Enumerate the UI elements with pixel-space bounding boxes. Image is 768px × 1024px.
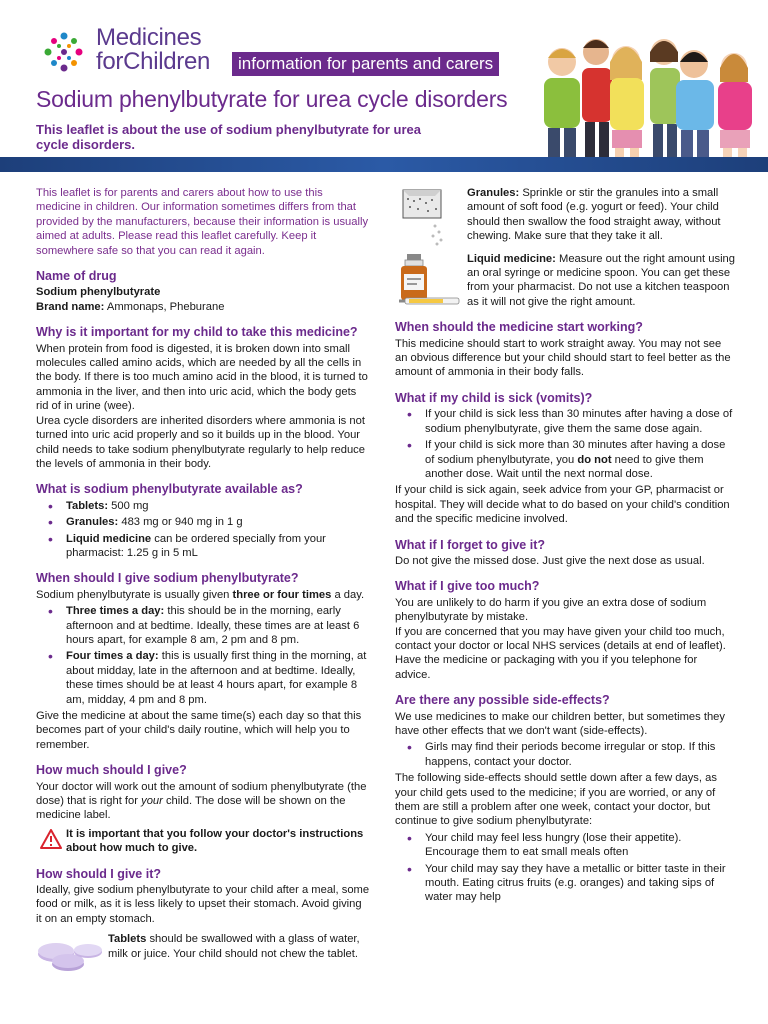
logo-line2: forChildren bbox=[96, 48, 211, 75]
side-effects-heading: Are there any possible side-effects? bbox=[395, 693, 610, 708]
why-paragraph-1: When protein from food is digested, it is broken down into small molecules called amino acids, which are needed by all the cells in the body. If there is too much amino acid in the blood, it is turned to ammonia in the liver, and then into uric acid, which the body gets rid of in urine (wee). bbox=[36, 342, 368, 413]
tablets-instructions: Tablets should be swallowed with a glass of water, milk or juice. Your child should not chew the tablet. bbox=[36, 932, 370, 976]
leaflet-header bbox=[0, 0, 768, 172]
list-item: • Four times a day: this is usually first thing in the morning, at about midday, late in the afternoon and at bedtime. Ideally, these times should be at least 4 hours apart, for example 8 am, midday, 4 pm and 8 pm. bbox=[36, 649, 370, 707]
routine-paragraph: Give the medicine at about the same time(s) each day so that this becomes part of your child's daily routine, which will help you to remember. bbox=[36, 710, 362, 751]
available-forms-list bbox=[36, 499, 370, 561]
sick-paragraph: If your child is sick again, seek advice from your GP, pharmacist or hospital. They will decide what to do based on your child's condition and the specific medicine involved. bbox=[395, 484, 730, 526]
medicines-for-children-logo bbox=[38, 26, 238, 76]
side-effects-list-2 bbox=[395, 831, 735, 905]
side-effects-paragraph-2: The following side-effects should settle down after a few days, as your child gets used to the medicine; if you are worried, or any of them are still a problem after one week, contact your doctor, but continue to give sodium phenylbutyrate: bbox=[395, 772, 717, 828]
too-much-paragraph-1: You are unlikely to do harm if you give an extra dose of sodium phenylbutyrate by mistake. bbox=[395, 596, 707, 624]
intro-paragraph: This leaflet is for parents and carers about how to use this medicine in children. Our information sometimes differs from that provided by the manufacturers, because their information is usually aimed at adults. Please read this leaflet carefully. Keep it somewhere safe so that you can read it again. bbox=[36, 187, 369, 257]
how-give-heading: How should I give it? bbox=[36, 866, 161, 881]
logo-burst-icon bbox=[38, 28, 90, 76]
list-item: • Girls may find their periods become irregular or stop. If this happens, contact your doctor. bbox=[395, 740, 735, 769]
when-give-heading: When should I give sodium phenylbutyrate? bbox=[36, 571, 299, 586]
liquid-instructions: Liquid medicine: Measure out the right amount using an oral syringe or medicine spoon. You can get these from your pharmacist. Do not use a kitchen teaspoon as it will not give the right amount. bbox=[395, 252, 735, 310]
list-item: • Tablets: 500 mg bbox=[36, 499, 370, 513]
available-as-heading: What is sodium phenylbutyrate available as? bbox=[36, 482, 303, 497]
granules-instructions: Granules: Sprinkle or stir the granules into a small amount of soft food (e.g. yogurt or feed). Your child should then swallow the food straight away, without chewing. Make sure that they take it all. bbox=[395, 186, 735, 244]
page-title: Sodium phenylbutyrate for urea cycle disorders bbox=[36, 86, 508, 112]
sick-list bbox=[395, 407, 735, 481]
list-item: • Your child may feel less hungry (lose their appetite). Encourage them to eat small meals often bbox=[395, 831, 735, 860]
list-item: • Liquid medicine can be ordered specially from your pharmacist: 1.25 g in 5 mL bbox=[36, 532, 370, 561]
sick-heading: What if my child is sick (vomits)? bbox=[395, 390, 593, 405]
why-important-heading: Why is it important for my child to take this medicine? bbox=[36, 325, 358, 340]
logo-line1: Medicines bbox=[96, 24, 202, 51]
list-item: • Granules: 483 mg or 940 mg in 1 g bbox=[36, 515, 370, 529]
too-much-heading: What if I give too much? bbox=[395, 579, 540, 594]
children-group-photo bbox=[530, 32, 768, 172]
list-item: • Your child may say they have a metallic or bitter taste in their mouth. Eating citrus fruits (e.g. oranges) and taking sips of water may help bbox=[395, 862, 735, 905]
brand-name: Brand name: Ammonaps, Pheburane bbox=[36, 300, 225, 313]
name-of-drug-heading: Name of drug bbox=[36, 269, 117, 284]
dose-warning bbox=[36, 827, 370, 856]
list-item: • Three times a day: this should be in the morning, early afternoon and at bedtime. Ideally, these times are at least 6 hours apart, for example 8 am, 2 pm and 8 pm. bbox=[36, 604, 370, 647]
list-item: • If your child is sick more than 30 minutes after having a dose of sodium phenylbutyrate, you do not need to give them another dose. Wait until the next normal dose. bbox=[395, 438, 735, 481]
page-subtitle: This leaflet is about the use of sodium phenylbutyrate for urea cycle disorders. bbox=[36, 122, 422, 152]
forget-paragraph: Do not give the missed dose. Just give the next dose as usual. bbox=[395, 554, 705, 567]
medicine-bottle-syringe-icon bbox=[395, 252, 461, 316]
start-working-paragraph: This medicine should start to work straight away. You may not see an obvious difference but your child should start to feel better as the amount of ammonia in their body falls. bbox=[395, 337, 731, 379]
too-much-paragraph-2: If you are concerned that you may have given your child too much, contact your doctor or local NHS services (details at end of leaflet). Have the medicine or packaging with you if you telephone for advice. bbox=[395, 625, 726, 681]
when-paragraph: Sodium phenylbutyrate is usually given three or four times a day. bbox=[36, 588, 365, 601]
logo-wordmark bbox=[96, 26, 210, 74]
tablets-icon bbox=[36, 932, 106, 976]
drug-name: Sodium phenylbutyrate bbox=[36, 286, 161, 299]
warning-text: It is important that you follow your doctor's instructions about how much to give. bbox=[66, 827, 364, 855]
how-give-paragraph: Ideally, give sodium phenylbutyrate to your child after a meal, some food or milk, as it is less likely to upset their stomach. Avoid giving it on an empty stomach. bbox=[36, 884, 370, 925]
right-column bbox=[395, 186, 735, 907]
left-column bbox=[36, 186, 370, 976]
start-working-heading: When should the medicine start working? bbox=[395, 320, 643, 335]
side-effects-paragraph-1: We use medicines to make our children better, but sometimes they have other effects that we don't want (side-effects). bbox=[395, 710, 725, 737]
side-effects-list-1 bbox=[395, 740, 735, 769]
header-divider-stripe bbox=[0, 157, 768, 172]
dosing-schedule-list bbox=[36, 604, 370, 707]
list-item: • If your child is sick less than 30 minutes after having a dose of sodium phenylbutyrate, give them the same dose again. bbox=[395, 407, 735, 436]
forget-heading: What if I forget to give it? bbox=[395, 537, 545, 552]
how-much-paragraph: Your doctor will work out the amount of sodium phenylbutyrate (the dose) that is right for your child. The dose will be shown on the medicine label. bbox=[36, 780, 367, 822]
audience-banner: information for parents and carers bbox=[232, 52, 499, 76]
granules-sachet-icon bbox=[395, 186, 455, 250]
why-paragraph-2: Urea cycle disorders are inherited disorders where ammonia is not turned into uric acid properly and so it builds up in the blood. Your child needs to take sodium phenylbutyrate regularly to help reduce the levels of ammonia in their body. bbox=[36, 414, 365, 470]
how-much-heading: How much should I give? bbox=[36, 763, 187, 778]
warning-triangle-icon bbox=[40, 829, 62, 849]
